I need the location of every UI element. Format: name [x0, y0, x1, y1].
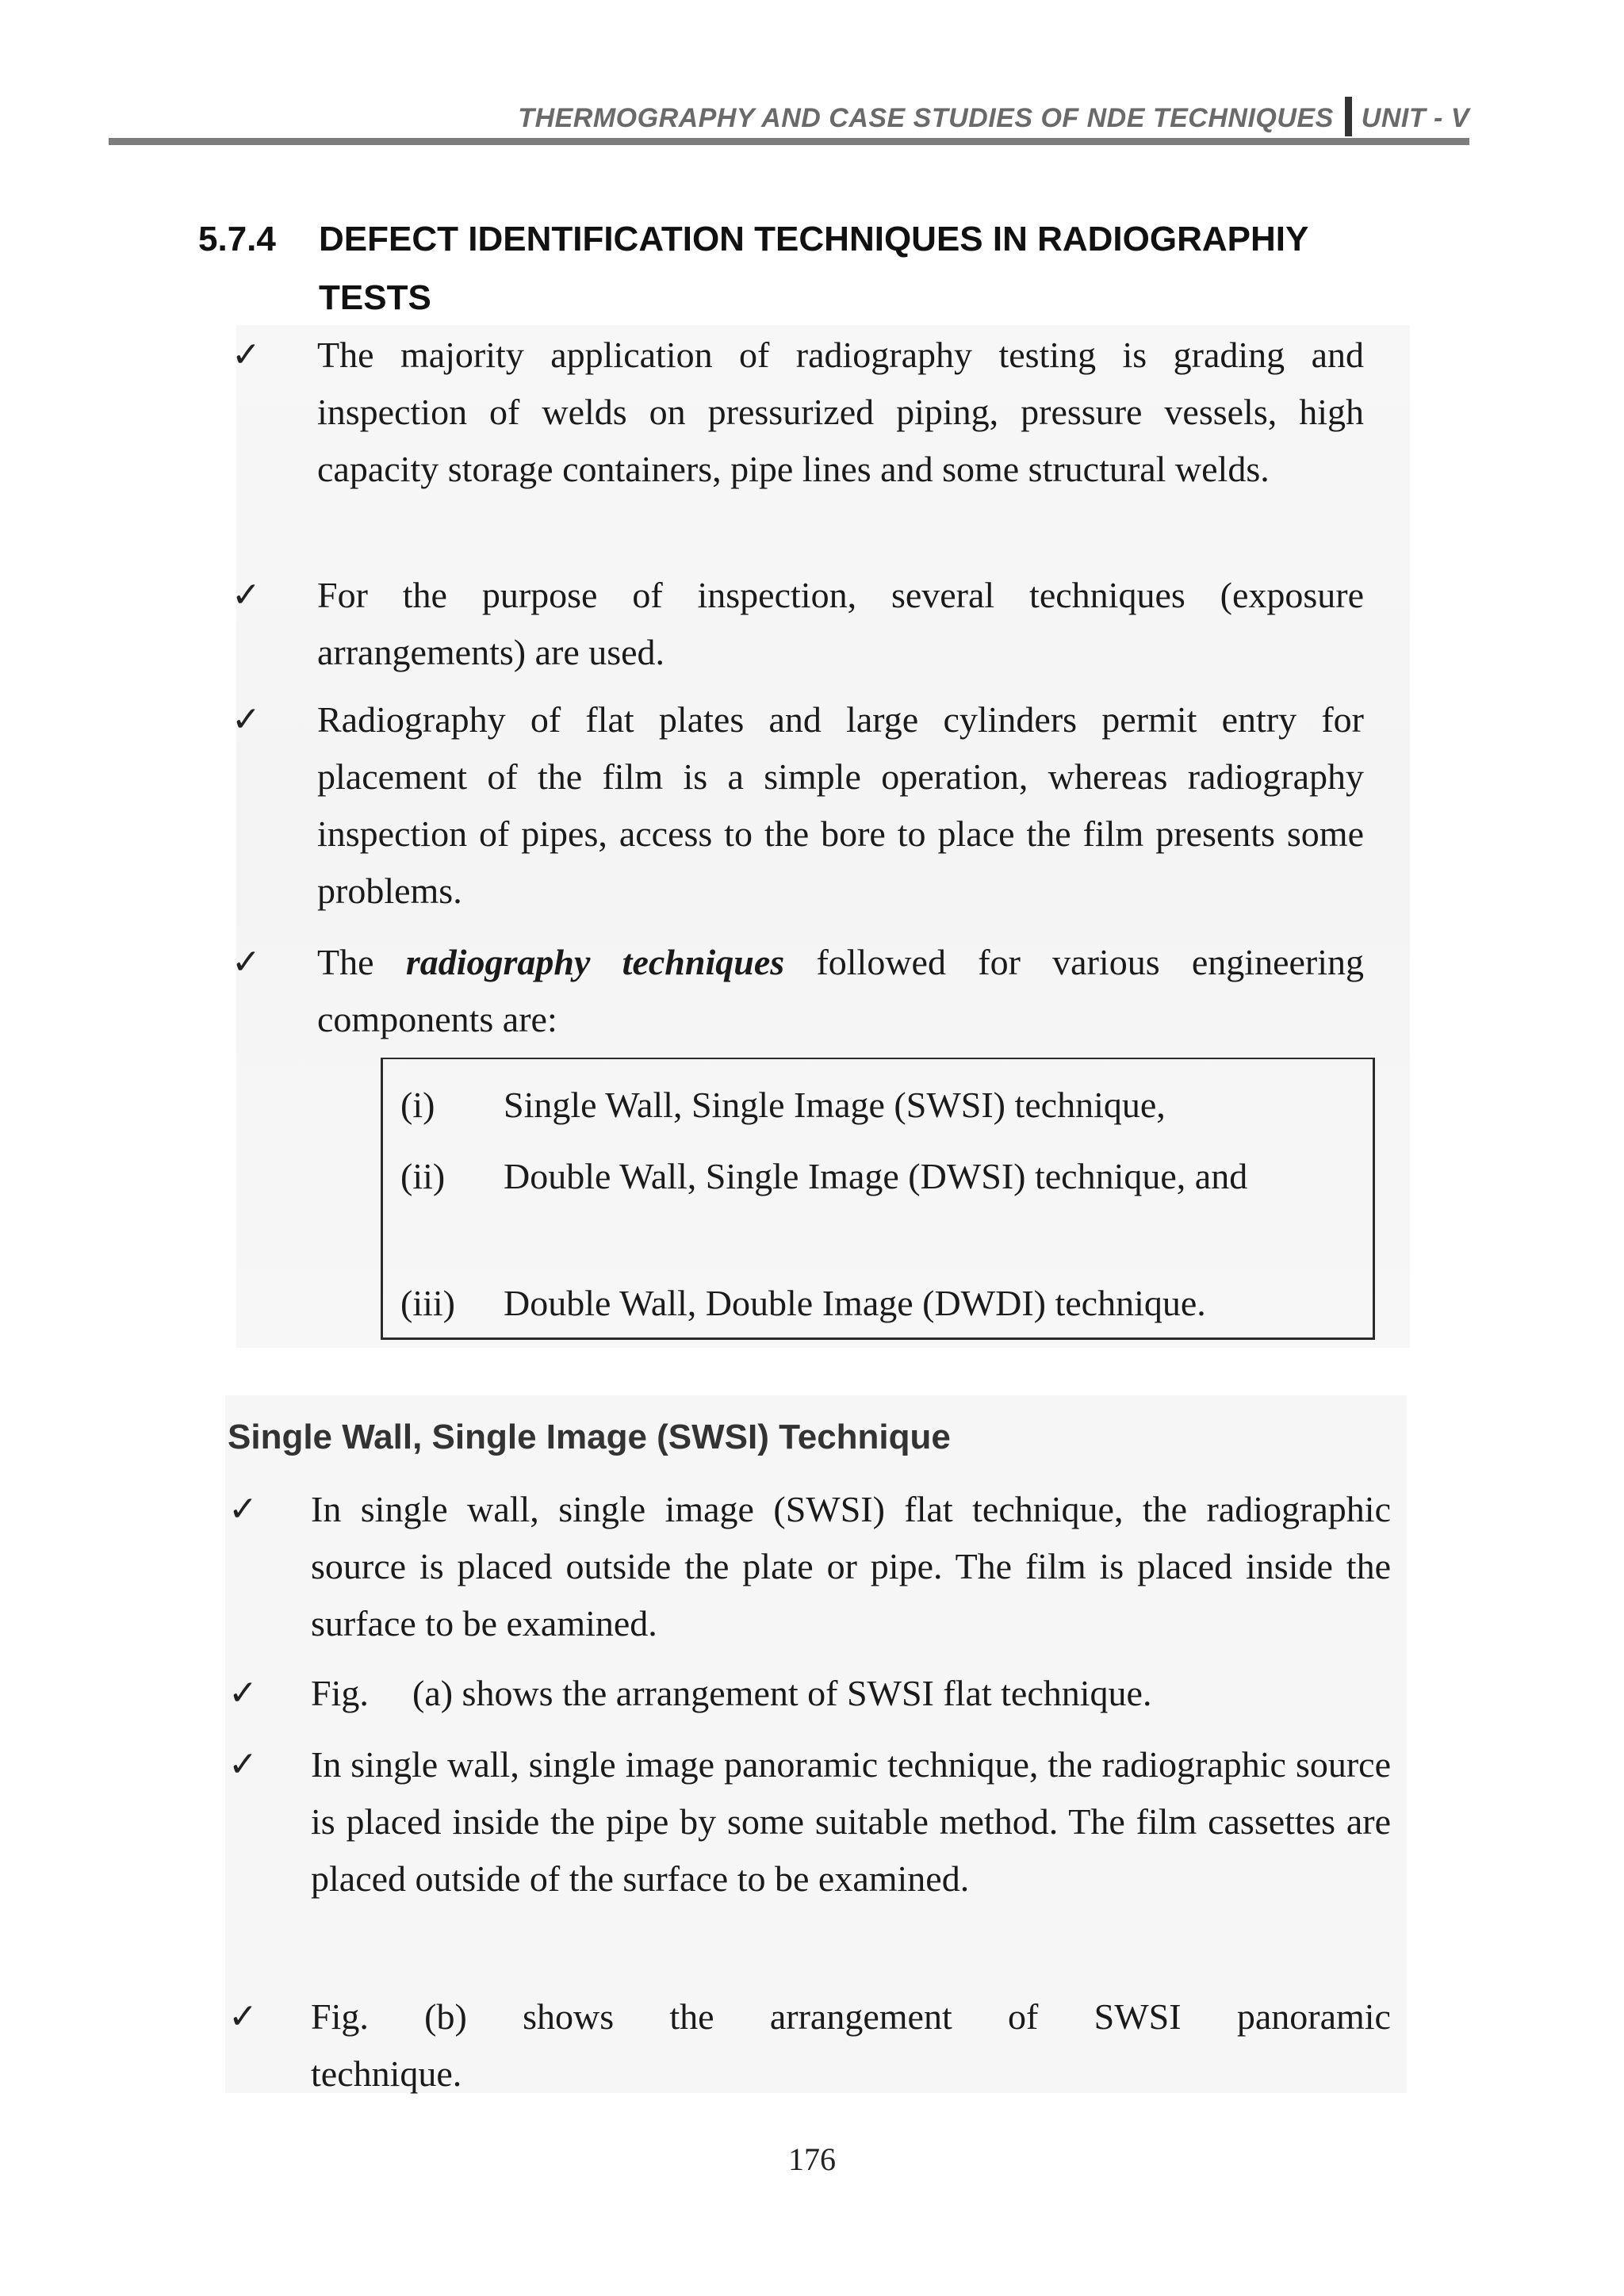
fig-caption-word: of	[1008, 1996, 1039, 2037]
bullet-emphasis: radiography techniques	[405, 942, 785, 982]
technique-text: Double Wall, Double Image (DWDI) technique.	[504, 1283, 1206, 1323]
header-rule	[109, 138, 1469, 145]
bullet-text-tail: followed for various engineering components are:	[317, 942, 1365, 1039]
fig-caption: (a) shows the arrangement of SWSI flat technique.	[412, 1673, 1152, 1713]
fig-caption-word: shows	[523, 1996, 615, 2037]
page-number: 176	[788, 2141, 836, 2177]
technique-text: Single Wall, Single Image (SWSI) technique,	[504, 1085, 1166, 1125]
fig-caption-continuation: technique.	[311, 2053, 462, 2094]
technique-label: (iii)	[400, 1283, 455, 1323]
check-icon: ✓	[228, 1673, 258, 1713]
fig-caption-word: the	[669, 1996, 714, 2037]
running-header	[109, 97, 1469, 136]
technique-label: (ii)	[400, 1156, 446, 1196]
fig-label: Fig.	[311, 1673, 369, 1713]
bullet-text-lead: The	[317, 942, 406, 982]
fig-reference	[311, 1988, 1391, 2103]
check-icon: ✓	[232, 942, 261, 982]
check-icon: ✓	[228, 1996, 258, 2037]
check-icon: ✓	[232, 575, 261, 615]
bullet-text	[317, 934, 1364, 1048]
section-number: 5.7.4	[198, 220, 276, 258]
fig-reference	[311, 1665, 1391, 1722]
check-icon: ✓	[232, 335, 261, 375]
check-icon: ✓	[228, 1489, 258, 1529]
header-title: THERMOGRAPHY AND CASE STUDIES OF NDE TECHNIQUES	[518, 103, 1334, 133]
fig-caption-word: SWSI	[1094, 1996, 1182, 2037]
fig-caption-word: arrangement	[769, 1996, 952, 2037]
technique-label: (i)	[400, 1085, 435, 1125]
fig-caption-word: (b)	[424, 1996, 467, 2037]
subsection-heading: Single Wall, Single Image (SWSI) Technique	[228, 1418, 951, 1456]
header-unit: UNIT - V	[1361, 103, 1469, 133]
fig-caption-word: panoramic	[1236, 1996, 1391, 2037]
bullet-text: Radiography of flat plates and large cylinders permit entry for placement of the film is a simple operation, whereas radiography inspection of pipes, access to the bore to place the film presents some problems.	[317, 699, 1364, 911]
check-icon: ✓	[232, 699, 261, 740]
bullet-text: The majority application of radiography testing is grading and inspection of welds on pressurized piping, pressure vessels, high capacity storage containers, pipe lines and some structural welds.	[317, 335, 1364, 489]
fig-label: Fig.	[311, 1996, 369, 2037]
technique-text: Double Wall, Single Image (DWSI) technique, and	[504, 1156, 1248, 1196]
check-icon: ✓	[228, 1744, 258, 1785]
bullet-text: In single wall, single image panoramic technique, the radiographic source is placed inside the pipe by some suitable method. The film cassettes are placed outside of the surface to be examined.	[311, 1744, 1391, 1899]
bullet-text: In single wall, single image (SWSI) flat technique, the radiographic source is placed outside the plate or pipe. The film is placed inside the surface to be examined.	[311, 1489, 1391, 1644]
section-title: DEFECT IDENTIFICATION TECHNIQUES IN RADIOGRAPHIY TESTS	[319, 220, 1308, 317]
bullet-text: For the purpose of inspection, several techniques (exposure arrangements) are used.	[317, 575, 1364, 672]
header-separator	[1345, 97, 1352, 136]
